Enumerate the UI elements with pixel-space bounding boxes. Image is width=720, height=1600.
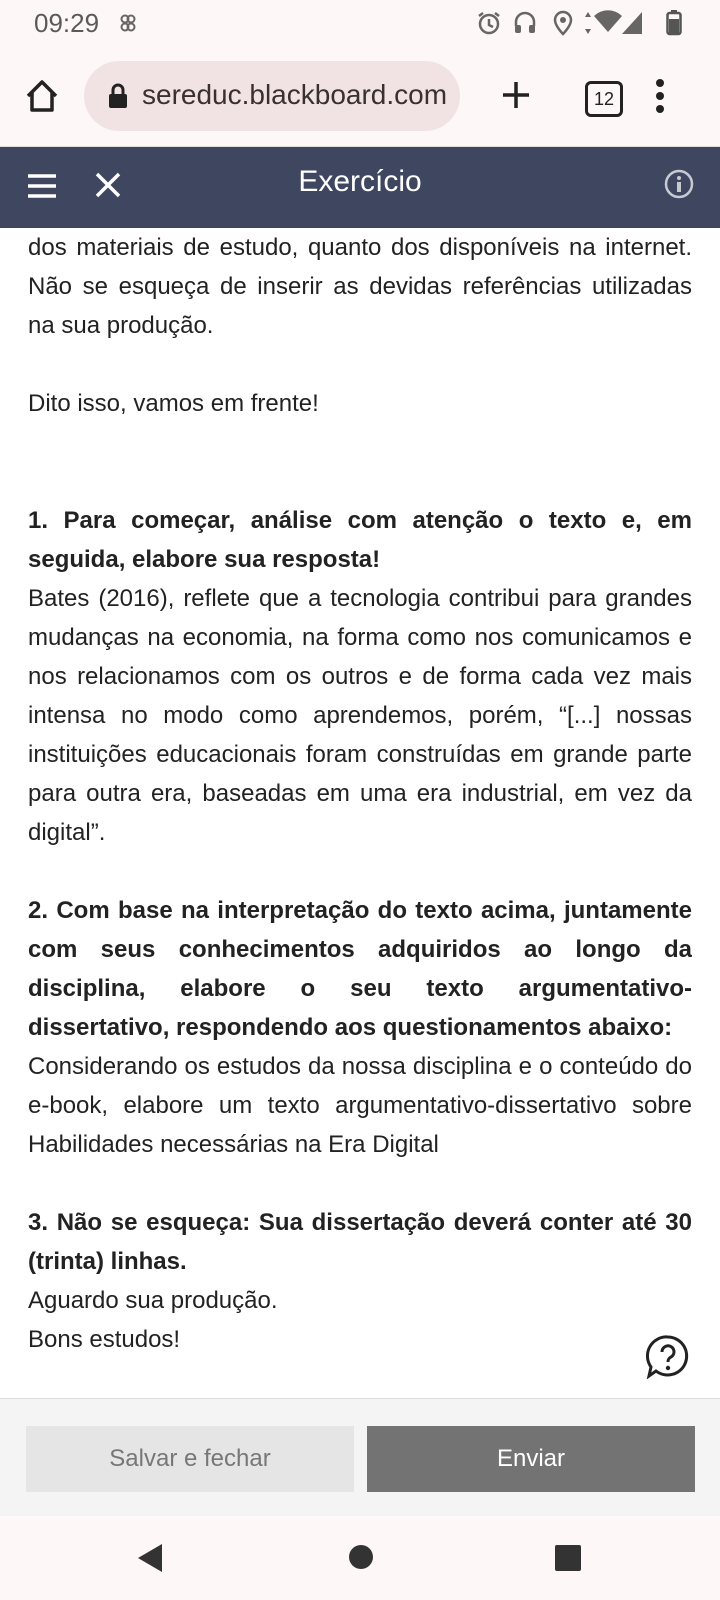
info-icon[interactable] — [664, 169, 694, 199]
signal-icon — [584, 10, 644, 36]
back-icon[interactable] — [136, 1542, 166, 1574]
page-title: Exercício — [298, 165, 422, 198]
recents-icon[interactable] — [554, 1544, 582, 1572]
url-text: sereduc.blackboard.com — [142, 79, 448, 110]
tab-switcher-button[interactable]: 12 — [585, 81, 623, 117]
lock-icon — [108, 83, 128, 109]
closing-line-1: Aguardo sua produção. — [28, 1287, 278, 1314]
notification-icon — [120, 14, 136, 32]
question-1-body: Bates (2016), reflete que a tecnologia contribui para grandes mudanças na economia, na forma como nos comunicamos e nos relacionamos com os outros e de forma cada vez mais intensa no modo como aprendemos, porém, “[...] nossas instituições educacionais foram construídas em grande parte para outra era, baseadas em uma era industrial, em vez da digital”. — [28, 585, 692, 846]
system-nav-bar — [0, 1516, 720, 1600]
headset-icon — [512, 10, 538, 36]
location-icon — [552, 10, 574, 36]
intro-closing: Dito isso, vamos em frente! — [28, 390, 319, 417]
intro-paragraph: dos materiais de estudo, quanto dos disponíveis na internet. Não se esqueça de inserir as devidas referências utilizadas na sua produção. — [28, 234, 692, 339]
battery-icon — [666, 10, 682, 36]
question-3-heading: 3. Não se esqueça: Sua dissertação deverá conter até 30 (trinta) linhas. — [28, 1209, 692, 1275]
home-icon[interactable] — [24, 78, 60, 114]
question-2-heading: 2. Com base na interpretação do texto acima, juntamente com seus conhecimentos adquiridos ao longo da disciplina, elabore o seu texto argumentativo-dissertativo, respondendo aos questionamentos abaixo: — [28, 897, 692, 1041]
action-bar — [0, 1398, 720, 1517]
save-and-close-button[interactable]: Salvar e fechar — [26, 1426, 354, 1492]
help-icon[interactable] — [644, 1333, 692, 1381]
address-bar[interactable] — [84, 61, 460, 131]
new-tab-icon[interactable] — [500, 79, 532, 111]
home-nav-icon[interactable] — [348, 1544, 374, 1570]
browser-toolbar — [0, 48, 720, 147]
send-button[interactable]: Enviar — [367, 1426, 695, 1492]
closing-line-2: Bons estudos! — [28, 1326, 181, 1353]
status-time: 09:29 — [34, 8, 100, 38]
app-header — [0, 147, 720, 228]
question-2-body: Considerando os estudos da nossa disciplina e o conteúdo do e-book, elabore um texto argumentativo-dissertativo sobre Habilidades necessárias na Era Digital — [28, 1053, 692, 1158]
alarm-icon — [476, 10, 502, 36]
question-1-heading: 1. Para começar, análise com atenção o texto e, em seguida, elabore sua resposta! — [28, 507, 692, 573]
status-bar — [0, 0, 720, 48]
exercise-content — [28, 228, 692, 1398]
more-options-icon[interactable] — [654, 78, 666, 114]
